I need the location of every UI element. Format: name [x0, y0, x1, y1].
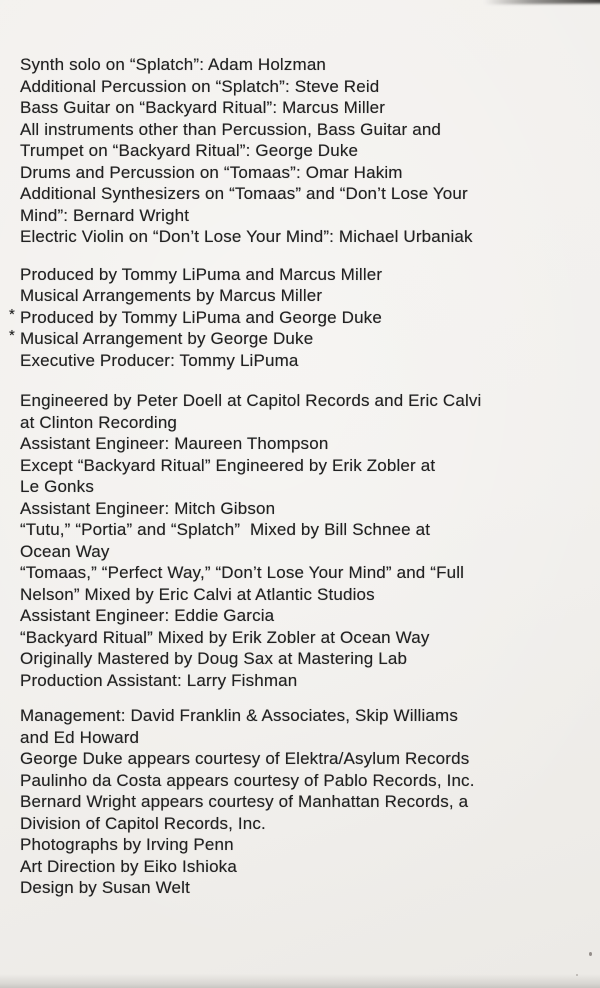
- credit-line: Executive Producer: Tommy LiPuma: [20, 350, 299, 370]
- credit-line: Engineered by Peter Doell at Capitol Records and Eric Calvi: [20, 391, 482, 410]
- credit-line: Except “Backyard Ritual” Engineered by Erik Zobler at: [20, 455, 436, 475]
- credits-text: [9, 54, 586, 899]
- credit-line: “Tomaas,” “Perfect Way,” “Don’t Lose Your Mind” and “Full: [20, 563, 465, 582]
- credit-line: Synth solo on “Splatch”: Adam Holzman: [20, 55, 327, 74]
- credit-line: Additional Percussion on “Splatch”: Steve Reid: [20, 76, 380, 96]
- credit-line: Art Direction by Eiko Ishioka: [20, 856, 237, 876]
- credit-line: Nelson” Mixed by Eric Calvi at Atlantic Studios: [20, 584, 375, 604]
- credit-line: Electric Violin on “Don’t Lose Your Mind”: Michael Urbaniak: [20, 227, 473, 246]
- credit-line: Assistant Engineer: Mitch Gibson: [20, 498, 276, 518]
- credit-line: Assistant Engineer: Maureen Thompson: [20, 434, 329, 453]
- credits-block-engineering: [20, 390, 586, 691]
- credit-line: Originally Mastered by Doug Sax at Mastering Lab: [20, 649, 408, 668]
- credit-line: Photographs by Irving Penn: [20, 835, 234, 854]
- credit-line: Musical Arrangements by Marcus Miller: [20, 286, 323, 305]
- credit-line: at Clinton Recording: [20, 412, 178, 432]
- credit-line: “Tutu,” “Portia” and “Splatch” Mixed by Bill Schnee at: [20, 520, 431, 539]
- credit-line: Additional Synthesizers on “Tomaas” and “Don’t Lose Your: [20, 184, 468, 203]
- credit-line: Bass Guitar on “Backyard Ritual”: Marcus Miller: [20, 98, 386, 117]
- credit-line: Division of Capitol Records, Inc.: [20, 813, 266, 833]
- credit-line: Design by Susan Welt: [20, 878, 190, 897]
- credits-block-musicians: [20, 54, 586, 248]
- credit-line: * Produced by Tommy LiPuma and George Duke: [9, 305, 382, 327]
- credits-block-production: [9, 264, 586, 372]
- paper-bottom-edge-shadow: [0, 974, 600, 988]
- credit-line: Paulinho da Costa appears courtesy of Pablo Records, Inc.: [20, 770, 475, 790]
- credit-line: Drums and Percussion on “Tomaas”: Omar Hakim: [20, 162, 403, 182]
- photo-edge-artifact-top-right: [484, 0, 600, 5]
- credit-line: Bernard Wright appears courtesy of Manhattan Records, a: [20, 792, 469, 811]
- credit-line: Production Assistant: Larry Fishman: [20, 670, 298, 690]
- credit-line: and Ed Howard: [20, 727, 140, 747]
- credit-line: George Duke appears courtesy of Elektra/Asylum Records: [20, 749, 470, 768]
- credit-line: * Musical Arrangement by George Duke: [9, 327, 314, 348]
- credit-line: “Backyard Ritual” Mixed by Erik Zobler at Ocean Way: [20, 627, 430, 647]
- asterisk-marker: *: [9, 305, 15, 323]
- asterisk-marker: *: [9, 327, 15, 344]
- paper-speck: [589, 952, 592, 956]
- credit-line: Trumpet on “Backyard Ritual”: George Duke: [20, 141, 359, 160]
- credit-line: Produced by Tommy LiPuma and Marcus Miller: [20, 264, 383, 284]
- credit-line: Ocean Way: [20, 541, 110, 561]
- credit-line: Management: David Franklin & Associates, Skip Williams: [20, 706, 458, 725]
- credit-line: Le Gonks: [20, 477, 94, 496]
- credit-line: All instruments other than Percussion, Bass Guitar and: [20, 119, 442, 139]
- credit-line: Mind”: Bernard Wright: [20, 205, 190, 225]
- credit-line: Assistant Engineer: Eddie Garcia: [20, 606, 275, 625]
- credits-block-management-art: [20, 705, 586, 899]
